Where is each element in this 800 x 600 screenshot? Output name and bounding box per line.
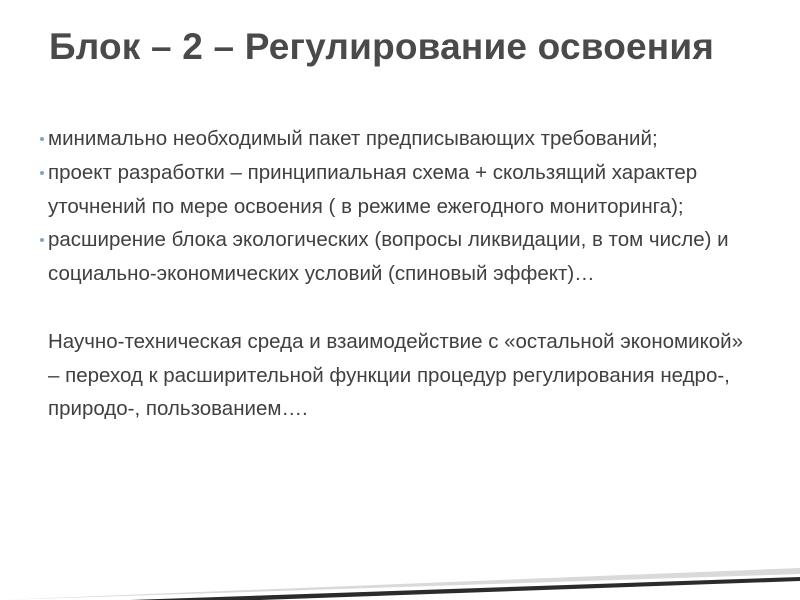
bullet-dot-icon bbox=[40, 171, 44, 175]
paragraph-text: Научно-техническая среда и взаимодействие с «остальной экономикой» – переход к расширительной функции процедур регулирования недро-, природо-, пользованием…. bbox=[48, 329, 744, 421]
slide-title: Блок – 2 – Регулирование освоения bbox=[49, 26, 715, 67]
bullet-dot-icon bbox=[40, 137, 44, 141]
slide-body bbox=[48, 122, 760, 426]
bullet-dot-icon bbox=[40, 238, 44, 242]
bullet-text: расширение блока экологических (вопросы ликвидации, в том числе) и социально-экономических условий (спиновый эффект)… bbox=[48, 228, 729, 286]
bullet-item bbox=[48, 122, 760, 156]
stripe-dark-band bbox=[130, 577, 800, 600]
decorative-stripe bbox=[0, 560, 800, 600]
bullet-item bbox=[48, 223, 760, 291]
bullet-text: минимально необходимый пакет предписывающих требований; bbox=[48, 127, 658, 150]
blank-line bbox=[48, 291, 760, 325]
bullet-text: проект разработки – принципиальная схема + скользящий характер уточнений по мере освоения ( в режиме ежегодного мониторинга); bbox=[48, 160, 698, 218]
bullet-item bbox=[48, 156, 760, 224]
